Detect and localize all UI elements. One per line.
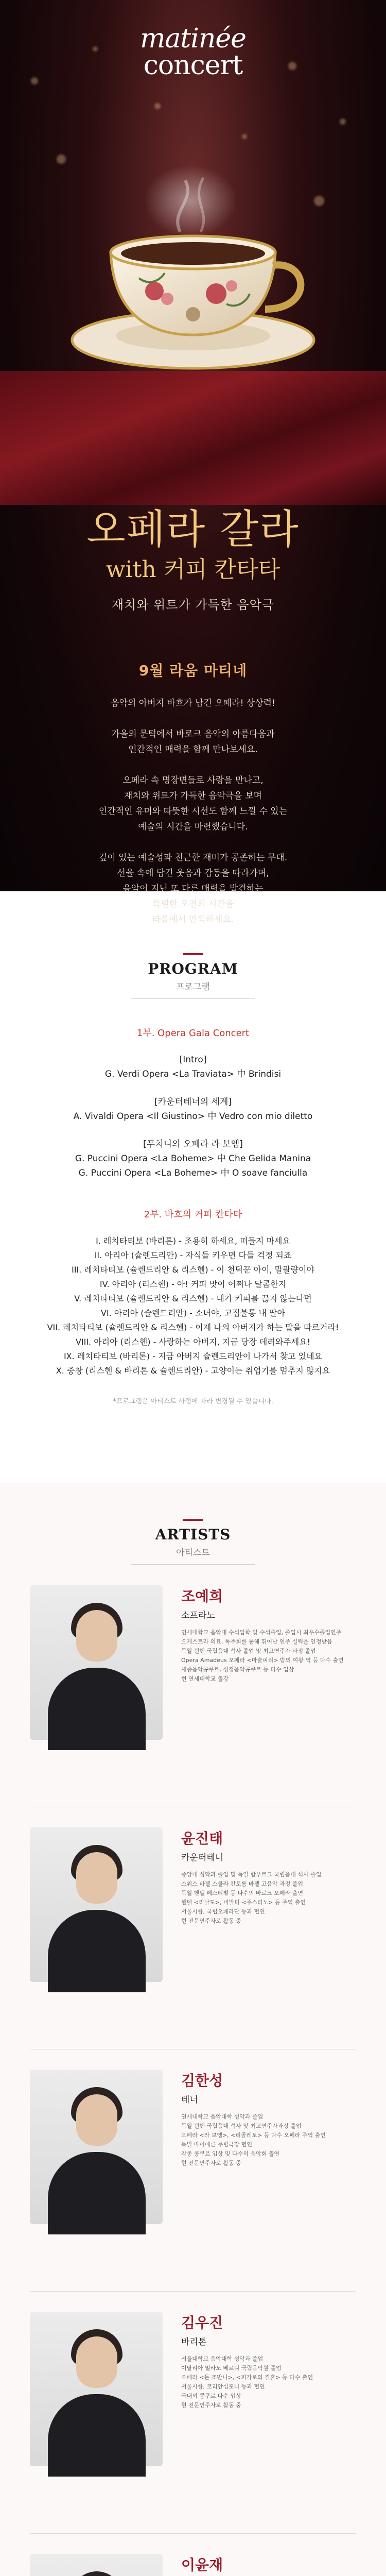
artist-silhouette-head [76, 2094, 117, 2146]
artist-bio-line: 각종 콩쿠르 입상 및 다수의 음악회 출연 [181, 2150, 279, 2157]
artist-bio-line: 서울대학교 음악대학 성악과 졸업 [181, 2355, 264, 2362]
intro-line [0, 711, 386, 726]
section-accent-bar [183, 1519, 203, 1521]
intro-line: 인간적인 유머와 따뜻한 시선도 함께 느낄 수 있는 [98, 806, 288, 817]
hero-title-block [0, 505, 386, 613]
intro-text [0, 696, 386, 927]
artist-bio-line: 연세대학교 음악대 수석입학 및 수석졸업, 졸업시 최우수졸업연주 [181, 1629, 342, 1636]
artist-bio-line: 헨델 <리날도>, 비발디 <주스티노> 등 주역 출연 [181, 1899, 306, 1906]
artist-bio [181, 2112, 356, 2168]
hero-title-main: 오페라 갈라 [86, 506, 300, 553]
artist-bio-line: 중앙대 성악과 졸업 및 독일 함부르크 국립음대 석사 졸업 [181, 1871, 322, 1878]
program-subtitle: 프로그램 [176, 982, 210, 992]
teacup-icon [62, 170, 324, 386]
artists-subtitle: 아티스트 [176, 1548, 210, 1558]
artists-header [0, 1519, 386, 1565]
intro-line: 오페라 속 명장면들로 사랑을 만나고, [122, 775, 264, 786]
part2-item: V. 레치타티보 (슐렌드리안 & 리스헨) - 내가 커피를 끊지 않는다면 [74, 1294, 312, 1303]
artist-photo [30, 2312, 163, 2466]
section-accent-bar [183, 953, 203, 955]
program-block-heading: [Intro] [179, 1055, 207, 1065]
intro-line: 인간적인 매력을 함께 만나보세요. [128, 744, 258, 755]
artist-info [181, 1827, 356, 1926]
program-block [0, 1137, 386, 1180]
intro-line: 가을의 문턱에서 바로크 음악의 아름다움과 [111, 729, 275, 739]
artist-name: 김한성 [181, 2072, 223, 2089]
artist-bio-line: 서울시향, 국립오페라단 등과 협연 [181, 1908, 265, 1915]
part2-item: III. 레치타티보 (슐렌드리안 & 리스헨) - 이 천덕꾼 아이, 말괄량이야 [72, 1265, 314, 1275]
part2-list [0, 1234, 386, 1378]
artist-divider [30, 2533, 356, 2534]
artist-info [181, 2554, 356, 2576]
logo-line1: matinée [140, 23, 246, 54]
artist-silhouette-head [76, 1610, 117, 1662]
artist-photo [30, 2070, 163, 2224]
intro-line: 선율 속에 담긴 웃음과 감동을 따라가며, [117, 868, 269, 878]
bokeh-light [154, 103, 161, 109]
artists-title: ARTISTS [155, 1526, 231, 1543]
bokeh-light [340, 118, 346, 125]
intro-line: 특별한 오전의 시간을 [152, 899, 234, 909]
program-block-heading: [카운터테너의 세계] [154, 1097, 232, 1107]
artist-bio-line: 스위스 바젤 스콜라 칸토룸 바젤 고음악 과정 졸업 [181, 1880, 303, 1887]
artist-divider [30, 2291, 356, 2292]
intro-line: 라움에서 만끽하세요. [152, 914, 234, 925]
artist-silhouette-body [48, 1668, 146, 1750]
artist-card [0, 2554, 386, 2576]
artist-card [0, 2070, 386, 2312]
artist-info [181, 1585, 356, 1684]
program-section [0, 891, 386, 1483]
program-note: *프로그램은 아티스트 사정에 따라 변경될 수 있습니다. [113, 1398, 273, 1405]
artist-photo [30, 1585, 163, 1740]
intro-heading: 9월 라움 마티네 [138, 662, 248, 679]
part2-item: IX. 레치타티보 (바리톤) - 지금 아버지 슐렌드리안이 나가서 찾고 있네요 [63, 1351, 323, 1361]
part2-item: I. 레치타티보 (바리톤) - 조용히 하세요, 떠들지 마세요 [96, 1236, 290, 1246]
part2-item: VII. 레치타티보 (슐렌드리안 & 리스헨) - 이제 나의 아버지가 하는 말을 따르거라! [47, 1323, 339, 1332]
artist-bio-line: 독일 뮌헨 국립음대 석사 졸업 및 최고연주자 과정 졸업 [181, 1648, 316, 1654]
artist-list [0, 1585, 386, 2576]
teacup-illustration [62, 170, 324, 386]
artist-silhouette-body [48, 2394, 146, 2477]
section-divider [131, 998, 255, 999]
artist-silhouette-head [76, 1852, 117, 1904]
artist-silhouette-hair [71, 2571, 122, 2576]
bokeh-light [57, 155, 66, 164]
intro-line: 깊이 있는 예술성과 친근한 재미가 공존하는 무대. [98, 853, 288, 863]
artist-bio-line: 연세대학교 음악대학 성악과 졸업 [181, 2113, 264, 2120]
artist-name: 조예희 [181, 1588, 223, 1605]
intro-line: 음악이 지닌 또 다른 매력을 발견하는 [122, 884, 264, 894]
matinee-concert-logo [0, 23, 386, 81]
artist-info [181, 2070, 356, 2168]
artist-bio-line: 독일 헨델 페스티벌 등 다수의 바로크 오페라 출연 [181, 1890, 303, 1896]
hero-title-with: with 커피 칸타타 [106, 556, 280, 583]
artist-card [0, 2312, 386, 2554]
intro-block [0, 659, 386, 927]
artist-name: 김우진 [181, 2314, 223, 2331]
program-piece: A. Vivaldi Opera <Il Giustino> 中 Vedro con mio diletto [73, 1111, 313, 1122]
artist-bio-line: 현 전문연주자로 활동 중 [181, 2402, 241, 2409]
logo-line2: concert [143, 50, 243, 81]
part1-title: 1부. Opera Gala Concert [136, 1028, 250, 1039]
part2-title: 2부. 바흐의 커피 칸타타 [144, 1209, 242, 1220]
artist-silhouette-body [48, 2152, 146, 2234]
part2-item: II. 아리아 (슐렌드리안) - 자식들 키우면 다들 걱정 되죠 [94, 1250, 292, 1260]
program-piece: G. Puccini Opera <La Boheme> 中 Che Gelida Manina [75, 1154, 311, 1164]
artist-name: 이윤재 [181, 2556, 223, 2573]
artist-card [0, 1827, 386, 2070]
artist-bio-line: 독일 뮌헨 국립음대 석사 및 최고연주자과정 졸업 [181, 2123, 302, 2129]
artist-bio-line: 오페라 <돈 조반니>, <피가로의 결혼> 등 다수 출연 [181, 2374, 313, 2381]
artist-bio-line: 오페라 <라 보엠>, <리골레토> 등 다수 오페라 주역 출연 [181, 2132, 326, 2139]
intro-line: 재치와 위트가 가득한 음악극을 보며 [124, 791, 262, 801]
artist-bio [181, 1870, 356, 1926]
bokeh-light [31, 77, 38, 84]
part2-item: X. 중창 (리스헨 & 바리톤 & 슐렌드리안) - 고양이는 취업기를 멈추지 않지요 [56, 1366, 330, 1376]
program-block [0, 1095, 386, 1124]
hero-tagline: 재치와 위트가 가득한 음악극 [111, 598, 275, 612]
artist-bio-line: 현 전문연주자로 활동 중 [181, 2160, 241, 2166]
artist-role: 카운터테너 [181, 1853, 224, 1863]
program-block-heading: [푸치니의 오페라 라 보엠] [143, 1139, 243, 1149]
artist-silhouette-body [48, 1910, 146, 1992]
artist-bio-line: 오케스트라 의료, 독주회를 통해 뛰어난 연주 실력을 인정받음 [181, 1638, 332, 1645]
artist-name: 윤진태 [181, 1830, 223, 1847]
red-drape [0, 371, 386, 505]
part2-item: VIII. 아리아 (리스헨) - 사랑하는 아버지, 지금 당장 데려와주세요! [75, 1337, 311, 1347]
artist-bio-line: 서울시향, 코리안심포니 등과 협연 [181, 2383, 265, 2390]
intro-line [0, 757, 386, 773]
artist-card [0, 1585, 386, 1827]
artist-role: 테너 [181, 2095, 198, 2105]
program-block [0, 1053, 386, 1081]
intro-line: 음악의 아버지 바흐가 남긴 오페라! 상상력! [111, 698, 275, 708]
artist-bio-line: 세종음악콩쿠르, 성정음악콩쿠르 등 다수 입상 [181, 1666, 294, 1673]
artist-bio-line: Opera Amadeus 오페라 <마술피리> 밤의 여왕 역 등 다수 출연 [181, 1657, 344, 1664]
artist-info [181, 2312, 356, 2410]
program-piece: G. Puccini Opera <La Boheme> 中 O soave fanciulla [78, 1168, 308, 1178]
program-piece: G. Verdi Opera <La Traviata> 中 Brindisi [104, 1069, 282, 1079]
artist-role: 소프라노 [181, 1611, 215, 1621]
artist-bio-line: 국내외 콩쿠르 다수 입상 [181, 2393, 241, 2399]
part2-item: IV. 아리아 (리스헨) - 아! 커피 맛이 어쩌나 달콤한지 [99, 1279, 287, 1289]
artist-bio-line: 독일 바이에른 주립극장 협연 [181, 2141, 253, 2148]
artist-bio-line: 현 전문연주자로 활동 중 [181, 1918, 241, 1924]
section-divider [131, 1564, 255, 1565]
artist-bio-line: 현 연세대학교 출강 [181, 1675, 229, 1682]
part2-item: VI. 아리아 (슐렌드리안) - 소녀야, 고집불통 내 딸아 [101, 1308, 285, 1318]
artist-photo [30, 2554, 163, 2576]
artist-role: 바리톤 [181, 2337, 207, 2347]
intro-line: 예술의 시간을 마련했습니다. [138, 822, 248, 832]
artists-section [0, 1483, 386, 2576]
artist-bio-line: 이탈리아 밀라노 베르디 국립음악원 졸업 [181, 2365, 282, 2371]
artist-silhouette-head [76, 2336, 117, 2388]
hero-section [0, 0, 386, 925]
artist-bio [181, 1628, 356, 1684]
artist-bio [181, 2354, 356, 2410]
intro-line [0, 835, 386, 850]
program-title: PROGRAM [148, 960, 238, 977]
bokeh-light [242, 134, 247, 139]
artist-photo [30, 1827, 163, 1982]
